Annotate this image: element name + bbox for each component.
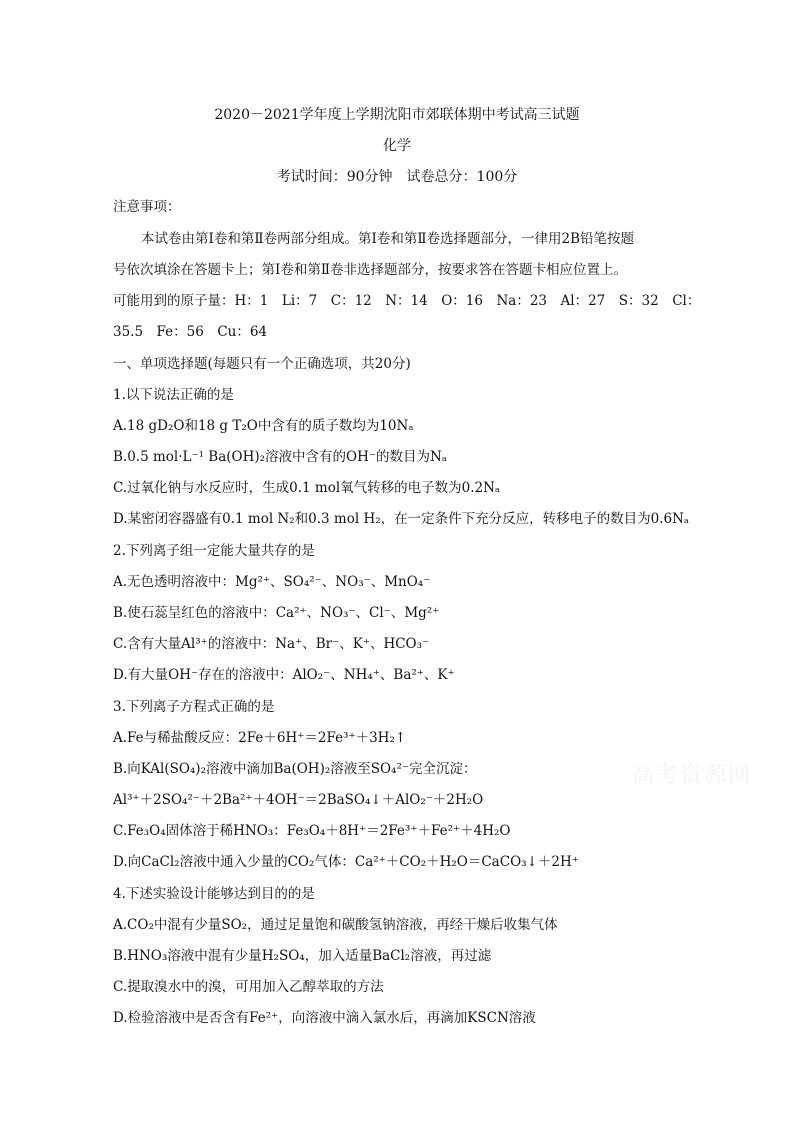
question-3-option-b-equation: Al³⁺＋2SO₄²⁻＋2Ba²⁺＋4OH⁻＝2BaSO₄↓＋AlO₂⁻＋2H₂O — [113, 792, 484, 808]
notice-line-2: 号依次填涂在答题卡上；第Ⅰ卷和第Ⅱ卷非选择题部分，按要求答在答题卡相应位置上。 — [113, 262, 628, 278]
question-4-option-b: B.HNO₃溶液中混有少量H₂SO₄，加入适量BaCl₂溶液，再过滤 — [113, 948, 492, 964]
atomic-masses-line-1: 可能用到的原子量：H：1 Li：7 C：12 N：14 O：16 Na：23 Al：27 S：32 Cl： — [113, 293, 701, 309]
question-1-option-d: D.某密闭容器盛有0.1 mol N₂和0.3 mol H₂，在一定条件下充分反应，转移电子的数目为0.6Nₐ — [113, 511, 690, 527]
question-3-option-c: C.Fe₃O₄固体溶于稀HNO₃：Fe₃O₄＋8H⁺＝2Fe³⁺＋Fe²⁺＋4H₂O — [113, 823, 511, 839]
question-3-option-a: A.Fe与稀盐酸反应：2Fe＋6H⁺＝2Fe³⁺＋3H₂↑ — [113, 730, 407, 746]
notice-heading: 注意事项： — [113, 199, 181, 215]
question-1-option-c: C.过氧化钠与水反应时，生成0.1 mol氧气转移的电子数为0.2Nₐ — [113, 480, 501, 496]
question-4-option-c: C.提取溴水中的溴，可用加入乙醇萃取的方法 — [113, 979, 384, 995]
notice-line-1: 本试卷由第Ⅰ卷和第Ⅱ卷两部分组成。第Ⅰ卷和第Ⅱ卷选择题部分，一律用2B铅笔按题 — [141, 231, 635, 247]
question-1-stem: 1.以下说法正确的是 — [113, 387, 234, 403]
question-3-stem: 3.下列离子方程式正确的是 — [113, 699, 275, 715]
exam-title: 2020－2021学年度上学期沈阳市郊联体期中考试高三试题 — [214, 107, 580, 123]
atomic-masses-line-2: 35.5 Fe：56 Cu：64 — [113, 324, 268, 340]
question-2-option-a: A.无色透明溶液中：Mg²⁺、SO₄²⁻、NO₃⁻、MnO₄⁻ — [113, 574, 431, 590]
question-2-option-c: C.含有大量Al³⁺的溶液中：Na⁺、Br⁻、K⁺、HCO₃⁻ — [113, 636, 430, 652]
watermark: 高考资源网 — [632, 763, 753, 788]
question-3-option-b: B.向KAl(SO₄)₂溶液中滴加Ba(OH)₂溶液至SO₄²⁻完全沉淀： — [113, 761, 477, 777]
question-4-option-d: D.检验溶液中是否含有Fe²⁺，向溶液中滴入氯水后，再滴加KSCN溶液 — [113, 1010, 536, 1026]
section-heading: 一、单项选择题(每题只有一个正确选项，共20分) — [113, 356, 411, 372]
question-4-stem: 4.下述实验设计能够达到目的的是 — [113, 886, 315, 902]
question-3-option-d: D.向CaCl₂溶液中通入少量的CO₂气体：Ca²⁺＋CO₂＋H₂O＝CaCO₃↓＋2H⁺ — [113, 854, 579, 870]
question-2-option-b: B.使石蕊呈红色的溶液中：Ca²⁺、NO₃⁻、Cl⁻、Mg²⁺ — [113, 605, 440, 621]
question-2-stem: 2.下列离子组一定能大量共存的是 — [113, 543, 315, 559]
subject-title: 化学 — [383, 138, 411, 154]
question-1-option-b: B.0.5 mol·L⁻¹ Ba(OH)₂溶液中含有的OH⁻的数目为Nₐ — [113, 449, 448, 465]
question-2-option-d: D.有大量OH⁻存在的溶液中：AlO₂⁻、NH₄⁺、Ba²⁺、K⁺ — [113, 667, 455, 683]
exam-info: 考试时间：90分钟 试卷总分：100分 — [276, 169, 518, 185]
question-4-option-a: A.CO₂中混有少量SO₂，通过足量饱和碳酸氢钠溶液，再经干燥后收集气体 — [113, 917, 558, 933]
question-1-option-a: A.18 gD₂O和18 g T₂O中含有的质子数均为10Nₐ — [113, 418, 414, 434]
